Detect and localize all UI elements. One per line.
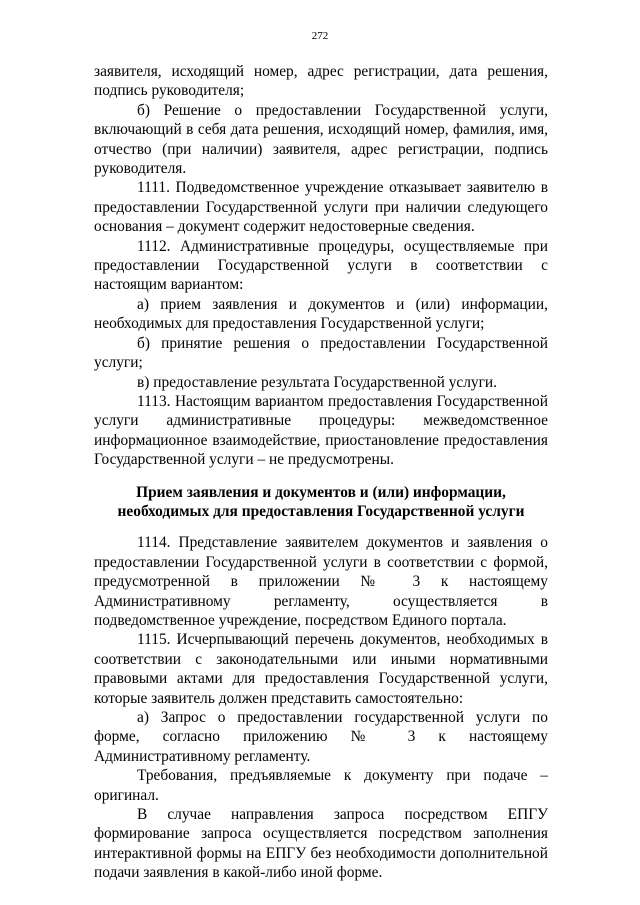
document-body (94, 62, 548, 883)
clause-1114: 1114. Представление заявителем документов и заявления о предоставлении Государственной услуги в соответствии с формой, предусмотренной в приложении № 3 к настоящему Административному регламенту, осуществляется в подведомственное учреждение, посредством Единого портала. (94, 534, 548, 629)
paragraph-decision: б) Решение о предоставлении Государственной услуги, включающий в себя дата решения, исходящий номер, фамилия, имя, отчество (при наличии) заявителя, адрес регистрации, подпись руководителя. (94, 101, 548, 178)
page-number: 272 (311, 30, 329, 42)
clause-1111: 1111. Подведомственное учреждение отказывает заявителю в предоставлении Государственной услуги при наличии следующего основания – документ содержит недостоверные сведения. (94, 179, 548, 236)
paragraph-continuation: заявителя, исходящий номер, адрес регистрации, дата решения, подпись руководителя; (94, 63, 548, 100)
section-heading: Прием заявления и документов и (или) информации, необходимых для предоставления Государственной услуги (117, 483, 525, 520)
list-item-b: б) принятие решения о предоставлении Государственной услуги; (94, 334, 548, 372)
clause-1115: 1115. Исчерпывающий перечень документов, необходимых в соответствии с законодательными или иными нормативными правовыми актами для предоставления Государственной услуги, которые заявитель должен представить самостоятельно: (94, 631, 548, 707)
clause-1112: 1112. Административные процедуры, осуществляемые при предоставлении Государственной услуги в соответствии с настоящим вариантом: (94, 237, 548, 294)
list-item-v: в) предоставление результата Государственной услуги. (137, 373, 498, 391)
list-item-a: а) прием заявления и документов и (или) информации, необходимых для предоставления Государственной услуги; (94, 295, 548, 333)
list-item-request: а) Запрос о предоставлении государственной услуги по форме, согласно приложению № 3 к настоящему Административному регламенту. (94, 709, 548, 765)
paragraph-epgu: В случае направления запроса посредством ЕПГУ формирование запроса осуществляется посредством заполнения интерактивной формы на ЕПГУ без необходимости дополнительной подачи заявления в какой-либо иной форме. (94, 806, 548, 882)
clause-1113: 1113. Настоящим вариантом предоставления Государственной услуги административные процедуры: межведомственное информационное взаимодействие, приостановление предоставления Государственной услуги – не предусмотрены. (94, 392, 548, 469)
paragraph-requirements: Требования, предъявляемые к документу при подаче – оригинал. (94, 767, 548, 804)
